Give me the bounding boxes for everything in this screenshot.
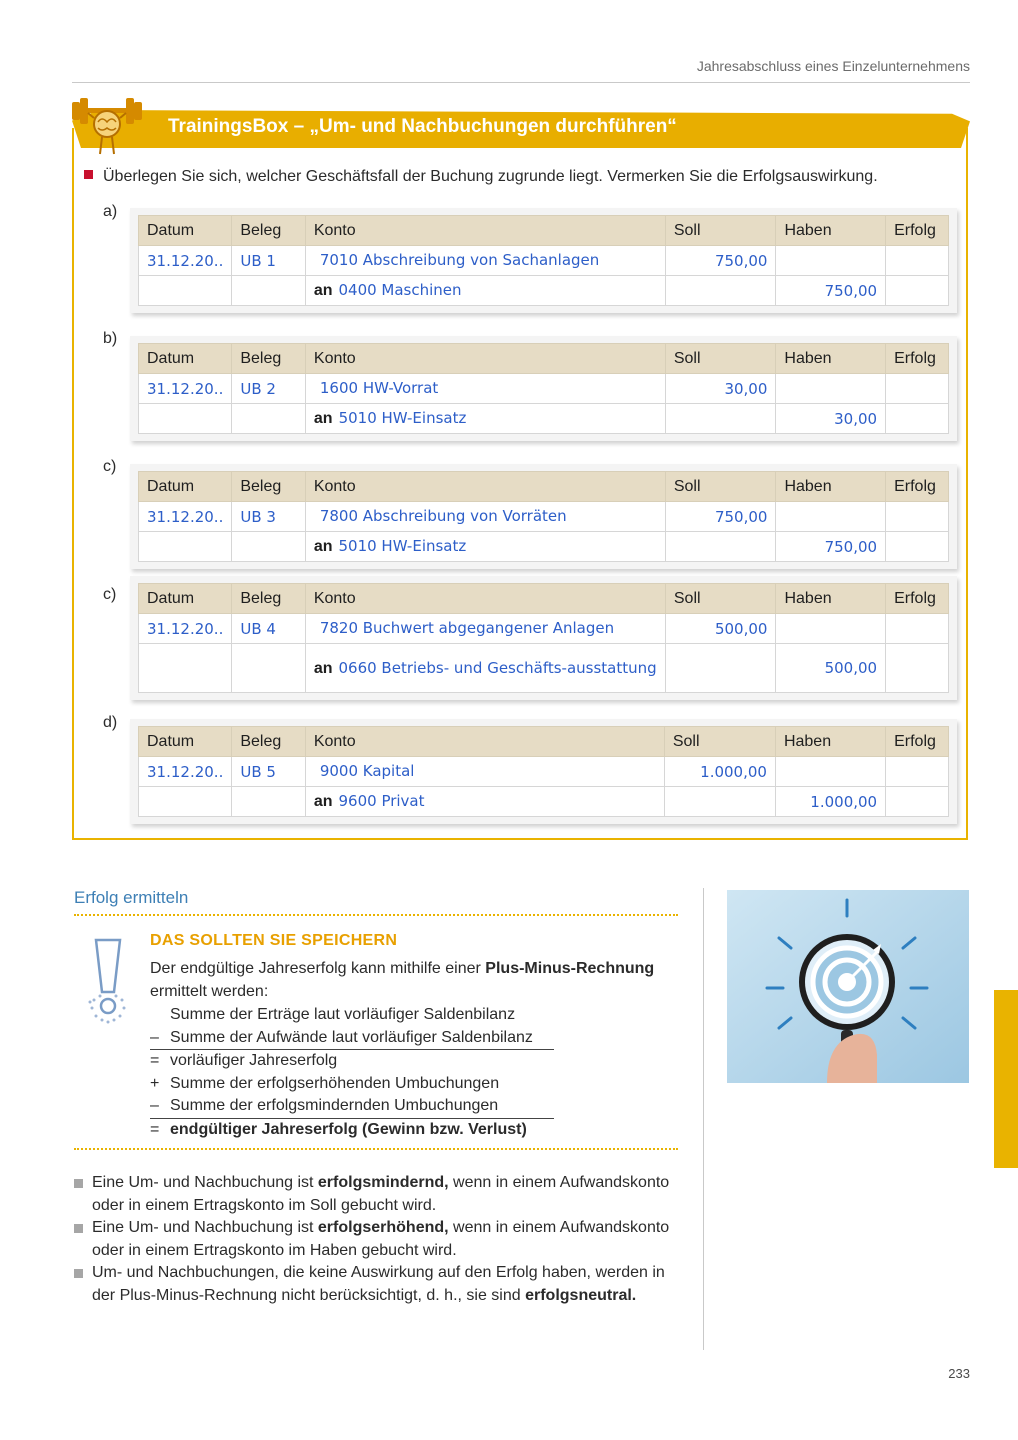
haben-cell[interactable]: 30,00 (776, 404, 886, 434)
section-title: Erfolg ermitteln (74, 888, 189, 907)
beleg-cell[interactable]: UB 1 (232, 246, 305, 276)
column-header: Datum (139, 216, 232, 246)
table-row (139, 276, 949, 306)
beleg-cell[interactable] (232, 787, 305, 817)
erfolg-cell[interactable] (886, 532, 949, 562)
datum-cell[interactable] (139, 787, 232, 817)
an-label: an (313, 538, 333, 555)
task-label: a) (103, 203, 118, 220)
an-label: an (313, 410, 333, 427)
konto-cell[interactable] (305, 787, 664, 817)
column-header: Beleg (232, 344, 306, 374)
dotted-divider (74, 1148, 678, 1150)
column-header: Soll (664, 727, 775, 757)
konto-value: 5010 HW-Einsatz (338, 537, 467, 555)
calc-line: – Summe der erfolgsmindernden Umbuchungen (150, 1095, 554, 1119)
plus-minus-calculation (150, 1004, 554, 1141)
beleg-cell[interactable]: UB 3 (232, 502, 305, 532)
soll-cell[interactable] (665, 532, 776, 562)
erfolg-cell[interactable] (886, 374, 949, 404)
beleg-cell[interactable] (232, 404, 306, 434)
calc-line: – Summe der Aufwände laut vorläufiger Saldenbilanz (150, 1027, 554, 1051)
erfolg-cell[interactable] (886, 614, 949, 644)
bullet-list (74, 1172, 682, 1307)
konto-value: 9000 Kapital (319, 762, 415, 780)
konto-value: 5010 HW-Einsatz (338, 409, 467, 427)
column-header: Haben (776, 344, 886, 374)
datum-cell[interactable] (139, 276, 232, 306)
list-item: Eine Um- und Nachbuchung ist erfolgserhöhend, wenn in einem Aufwandskonto oder in einem Ertragskonto im Haben gebucht wird. (74, 1217, 682, 1262)
column-divider (703, 888, 704, 1350)
instruction: Überlegen Sie sich, welcher Geschäftsfall der Buchung zugrunde liegt. Vermerken Sie die Erfolgsauswirkung. (84, 168, 878, 186)
bullet-square-icon (74, 1179, 83, 1188)
column-header: Erfolg (886, 472, 949, 502)
column-header: Soll (665, 584, 776, 614)
task-label: c) (103, 458, 117, 475)
beleg-cell[interactable] (232, 644, 305, 693)
erfolg-cell[interactable] (886, 757, 949, 787)
haben-cell[interactable] (775, 757, 885, 787)
soll-cell[interactable]: 750,00 (665, 502, 776, 532)
column-header: Beleg (232, 472, 305, 502)
trainingsbox-title: TrainingsBox – „Um- und Nachbuchungen durchführen“ (168, 116, 677, 137)
erfolg-cell[interactable] (886, 404, 949, 434)
konto-value: 7800 Abschreibung von Vorräten (319, 507, 567, 525)
task-label: b) (103, 330, 118, 347)
column-header: Konto (305, 216, 665, 246)
column-header: Beleg (232, 216, 305, 246)
konto-cell[interactable] (305, 502, 665, 532)
column-header: Datum (139, 344, 232, 374)
konto-value: 0400 Maschinen (338, 281, 462, 299)
column-header: Konto (305, 344, 665, 374)
column-header: Haben (776, 472, 886, 502)
datum-cell[interactable]: 31.12.20.. (139, 614, 232, 644)
datum-cell[interactable] (139, 404, 232, 434)
soll-cell[interactable]: 1.000,00 (664, 757, 775, 787)
bullet-square-icon (74, 1269, 83, 1278)
soll-cell[interactable] (665, 404, 776, 434)
column-header: Erfolg (886, 727, 949, 757)
column-header: Datum (139, 584, 232, 614)
dotted-divider (74, 914, 678, 916)
haben-cell[interactable] (776, 502, 886, 532)
list-item: Um- und Nachbuchungen, die keine Auswirkung auf den Erfolg haben, werden in der Plus-Minus-Rechnung nicht berücksichtigt, d. h., sie sind erfolgsneutral. (74, 1262, 682, 1307)
datum-cell[interactable]: 31.12.20.. (139, 502, 232, 532)
chapter-tab (994, 990, 1018, 1168)
header-divider (72, 82, 970, 83)
haben-cell[interactable] (776, 374, 886, 404)
an-label: an (313, 659, 333, 677)
datum-cell[interactable]: 31.12.20.. (139, 246, 232, 276)
column-header: Beleg (232, 584, 305, 614)
column-header: Soll (665, 344, 776, 374)
column-header: Haben (776, 584, 886, 614)
an-label: an (313, 793, 333, 810)
soll-cell[interactable] (664, 787, 775, 817)
haben-cell[interactable] (776, 614, 886, 644)
konto-cell[interactable] (305, 374, 665, 404)
journal-entry-table (130, 719, 957, 824)
journal-entry-table (130, 208, 957, 313)
datum-cell[interactable] (139, 644, 232, 693)
table-row (139, 757, 949, 787)
beleg-cell[interactable] (232, 532, 305, 562)
konto-value: 7820 Buchwert abgegangener Anlagen (319, 619, 615, 637)
target-magnifier-photo (727, 890, 969, 1083)
table-row (139, 787, 949, 817)
beleg-cell[interactable]: UB 4 (232, 614, 305, 644)
bullet-square-icon (74, 1224, 83, 1233)
table-row (139, 644, 949, 693)
konto-cell[interactable] (305, 614, 665, 644)
column-header: Beleg (232, 727, 305, 757)
konto-cell[interactable] (305, 276, 665, 306)
datum-cell[interactable] (139, 532, 232, 562)
table-row (139, 404, 949, 434)
table-row (139, 246, 949, 276)
bullet-square-icon (84, 170, 93, 179)
column-header: Datum (139, 472, 232, 502)
konto-value: 7010 Abschreibung von Sachanlagen (319, 251, 600, 269)
soll-cell[interactable]: 750,00 (665, 246, 776, 276)
konto-value: 0660 Betriebs- und Geschäfts-ausstattung (338, 658, 657, 677)
save-box-title: DAS SOLLTEN SIE SPEICHERN (150, 932, 398, 949)
table-row (139, 614, 949, 644)
konto-cell[interactable] (305, 404, 665, 434)
konto-value: 9600 Privat (338, 792, 425, 810)
konto-cell[interactable] (305, 757, 664, 787)
haben-cell[interactable] (776, 246, 886, 276)
journal-entry-table (130, 336, 957, 441)
erfolg-cell[interactable] (886, 644, 949, 693)
soll-cell[interactable]: 30,00 (665, 374, 776, 404)
column-header: Erfolg (886, 216, 949, 246)
haben-cell[interactable]: 1.000,00 (775, 787, 885, 817)
erfolg-cell[interactable] (886, 276, 949, 306)
haben-cell[interactable]: 750,00 (776, 532, 886, 562)
soll-cell[interactable] (665, 644, 776, 693)
weightlifter-brain-icon (68, 92, 146, 158)
konto-cell[interactable] (305, 246, 665, 276)
konto-value: 1600 HW-Vorrat (319, 379, 439, 397)
column-header: Konto (305, 584, 665, 614)
erfolg-cell[interactable] (886, 502, 949, 532)
beleg-cell[interactable]: UB 5 (232, 757, 305, 787)
an-label: an (313, 282, 333, 299)
column-header: Soll (665, 472, 776, 502)
table-row (139, 374, 949, 404)
erfolg-cell[interactable] (886, 246, 949, 276)
calc-line: = endgültiger Jahreserfolg (Gewinn bzw. Verlust) (150, 1120, 527, 1138)
erfolg-cell[interactable] (886, 787, 949, 817)
table-row (139, 532, 949, 562)
datum-cell[interactable]: 31.12.20.. (139, 757, 232, 787)
column-header: Erfolg (886, 344, 949, 374)
soll-cell[interactable] (665, 276, 776, 306)
exclamation-icon (82, 936, 134, 1026)
calc-line: Summe der Erträge laut vorläufiger Saldenbilanz (170, 1006, 516, 1023)
running-header: Jahresabschluss eines Einzelunternehmens (696, 58, 970, 74)
soll-cell[interactable]: 500,00 (665, 614, 776, 644)
calc-line: + Summe der erfolgserhöhenden Umbuchungen (150, 1074, 500, 1092)
task-label: d) (103, 714, 118, 731)
column-header: Konto (305, 472, 665, 502)
column-header: Erfolg (886, 584, 949, 614)
journal-entry-table (130, 576, 957, 700)
save-box-text: Der endgültige Jahreserfolg kann mithilfe einer Plus-Minus-Rechnung ermittelt werden: (150, 960, 655, 1000)
calc-line: = vorläufiger Jahreserfolg (150, 1052, 338, 1069)
journal-entry-table (130, 464, 957, 569)
konto-cell[interactable] (305, 532, 665, 562)
page-number: 233 (948, 1366, 970, 1381)
haben-cell[interactable]: 750,00 (776, 276, 886, 306)
beleg-cell[interactable] (232, 276, 305, 306)
beleg-cell[interactable]: UB 2 (232, 374, 306, 404)
column-header: Konto (305, 727, 664, 757)
table-row (139, 502, 949, 532)
column-header: Soll (665, 216, 776, 246)
column-header: Datum (139, 727, 232, 757)
konto-cell[interactable] (305, 644, 665, 693)
list-item: Eine Um- und Nachbuchung ist erfolgsmindernd, wenn in einem Aufwandskonto oder in einem Ertragskonto im Soll gebucht wird. (74, 1172, 682, 1217)
task-label: c) (103, 586, 117, 603)
column-header: Haben (776, 216, 886, 246)
datum-cell[interactable]: 31.12.20.. (139, 374, 232, 404)
haben-cell[interactable]: 500,00 (776, 644, 886, 693)
column-header: Haben (775, 727, 885, 757)
